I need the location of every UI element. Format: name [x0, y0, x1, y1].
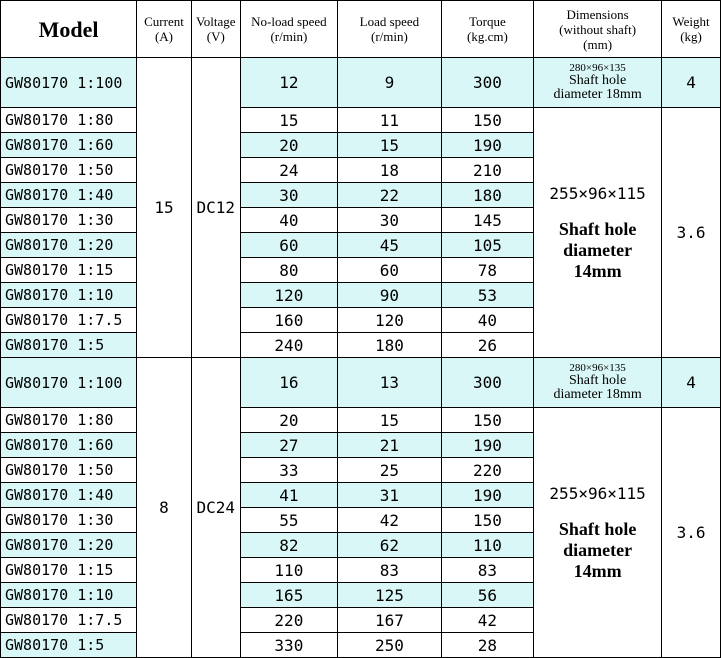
- dimensions-value: 280×96×135: [569, 362, 626, 374]
- noload-speed-cell: 33: [240, 458, 337, 483]
- voltage-cell: DC24: [191, 358, 240, 658]
- noload-speed-cell: 20: [240, 408, 337, 433]
- dimensions-cell: [534, 108, 662, 358]
- torque-cell: 110: [441, 533, 533, 558]
- shaft-hole-diameter-label: diameter: [563, 239, 633, 260]
- torque-cell: 83: [441, 558, 533, 583]
- model-cell: GW80170 1:15: [1, 258, 137, 283]
- dimensions-cell: [534, 408, 662, 658]
- load-speed-cell: 22: [338, 183, 442, 208]
- model-cell: GW80170 1:50: [1, 158, 137, 183]
- load-speed-cell: 25: [338, 458, 442, 483]
- torque-cell: 26: [441, 333, 533, 358]
- weight-cell-large: 4: [662, 58, 721, 108]
- noload-speed-cell: 120: [240, 283, 337, 308]
- torque-cell: 190: [441, 433, 533, 458]
- load-speed-cell: 90: [338, 283, 442, 308]
- noload-speed-cell: 110: [240, 558, 337, 583]
- torque-cell: 300: [441, 58, 533, 108]
- noload-speed-cell: 41: [240, 483, 337, 508]
- header-load-speed: Load speed (r/min): [338, 1, 442, 58]
- shaft-hole-label: Shaft hole: [558, 518, 637, 539]
- weight-cell: 3.6: [662, 408, 721, 658]
- dimensions-value: 280×96×135: [569, 62, 626, 74]
- shaft-hole-diameter: diameter 18mm: [553, 87, 642, 102]
- noload-speed-cell: 12: [240, 58, 337, 108]
- table-row: [1, 108, 721, 133]
- shaft-hole-label: Shaft hole: [569, 73, 627, 88]
- header-dimensions: Dimensions (without shaft) (mm): [534, 1, 662, 58]
- model-cell: GW80170 1:30: [1, 208, 137, 233]
- model-cell: GW80170 1:10: [1, 583, 137, 608]
- dimensions-value: 255×96×115: [549, 483, 646, 503]
- weight-cell: 3.6: [662, 108, 721, 358]
- noload-speed-cell: 80: [240, 258, 337, 283]
- load-speed-cell: 62: [338, 533, 442, 558]
- load-speed-cell: 83: [338, 558, 442, 583]
- noload-speed-cell: 16: [240, 358, 337, 408]
- model-cell: GW80170 1:5: [1, 633, 137, 658]
- model-cell: GW80170 1:40: [1, 183, 137, 208]
- noload-speed-cell: 40: [240, 208, 337, 233]
- torque-cell: 300: [441, 358, 533, 408]
- torque-cell: 53: [441, 283, 533, 308]
- shaft-hole-diameter: 14mm: [573, 560, 622, 581]
- load-speed-cell: 31: [338, 483, 442, 508]
- shaft-hole-diameter: 14mm: [573, 260, 622, 281]
- voltage-cell: DC12: [191, 58, 240, 358]
- current-cell: 8: [137, 358, 192, 658]
- load-speed-cell: 21: [338, 433, 442, 458]
- model-cell: GW80170 1:7.5: [1, 308, 137, 333]
- dimensions-cell-large: [534, 58, 662, 108]
- noload-speed-cell: 20: [240, 133, 337, 158]
- header-torque: Torque (kg.cm): [441, 1, 533, 58]
- model-cell: GW80170 1:80: [1, 108, 137, 133]
- load-speed-cell: 13: [338, 358, 442, 408]
- load-speed-cell: 167: [338, 608, 442, 633]
- model-cell: GW80170 1:7.5: [1, 608, 137, 633]
- load-speed-cell: 60: [338, 258, 442, 283]
- model-cell: GW80170 1:60: [1, 133, 137, 158]
- torque-cell: 150: [441, 108, 533, 133]
- torque-cell: 190: [441, 133, 533, 158]
- noload-speed-cell: 27: [240, 433, 337, 458]
- load-speed-cell: 30: [338, 208, 442, 233]
- header-noload-speed: No-load speed (r/min): [240, 1, 337, 58]
- load-speed-cell: 9: [338, 58, 442, 108]
- load-speed-cell: 42: [338, 508, 442, 533]
- torque-cell: 78: [441, 258, 533, 283]
- header-model: Model: [1, 1, 137, 58]
- table-row: [1, 408, 721, 433]
- torque-cell: 145: [441, 208, 533, 233]
- load-speed-cell: 180: [338, 333, 442, 358]
- load-speed-cell: 15: [338, 408, 442, 433]
- model-cell: GW80170 1:100: [1, 358, 137, 408]
- model-cell: GW80170 1:20: [1, 533, 137, 558]
- shaft-hole-label: Shaft hole: [569, 373, 627, 388]
- model-cell: GW80170 1:5: [1, 333, 137, 358]
- noload-speed-cell: 220: [240, 608, 337, 633]
- noload-speed-cell: 82: [240, 533, 337, 558]
- torque-cell: 42: [441, 608, 533, 633]
- noload-speed-cell: 165: [240, 583, 337, 608]
- torque-cell: 40: [441, 308, 533, 333]
- load-speed-cell: 15: [338, 133, 442, 158]
- header-weight: Weight (kg): [662, 1, 721, 58]
- model-cell: GW80170 1:50: [1, 458, 137, 483]
- torque-cell: 190: [441, 483, 533, 508]
- noload-speed-cell: 160: [240, 308, 337, 333]
- dimensions-value: 255×96×115: [549, 183, 646, 203]
- torque-cell: 150: [441, 508, 533, 533]
- load-speed-cell: 45: [338, 233, 442, 258]
- load-speed-cell: 125: [338, 583, 442, 608]
- header-current: Current (A): [137, 1, 192, 58]
- torque-cell: 150: [441, 408, 533, 433]
- shaft-hole-diameter: diameter 18mm: [553, 387, 642, 402]
- shaft-hole-diameter-label: diameter: [563, 539, 633, 560]
- table-row: [1, 358, 721, 408]
- model-cell: GW80170 1:40: [1, 483, 137, 508]
- noload-speed-cell: 15: [240, 108, 337, 133]
- torque-cell: 105: [441, 233, 533, 258]
- torque-cell: 220: [441, 458, 533, 483]
- shaft-hole-label: Shaft hole: [558, 218, 637, 239]
- table-body: [1, 58, 721, 658]
- model-cell: GW80170 1:60: [1, 433, 137, 458]
- load-speed-cell: 250: [338, 633, 442, 658]
- header-voltage: Voltage (V): [191, 1, 240, 58]
- model-cell: GW80170 1:10: [1, 283, 137, 308]
- noload-speed-cell: 30: [240, 183, 337, 208]
- model-cell: GW80170 1:20: [1, 233, 137, 258]
- noload-speed-cell: 330: [240, 633, 337, 658]
- current-cell: 15: [137, 58, 192, 358]
- load-speed-cell: 11: [338, 108, 442, 133]
- noload-speed-cell: 60: [240, 233, 337, 258]
- model-cell: GW80170 1:100: [1, 58, 137, 108]
- model-cell: GW80170 1:30: [1, 508, 137, 533]
- model-cell: GW80170 1:80: [1, 408, 137, 433]
- noload-speed-cell: 55: [240, 508, 337, 533]
- load-speed-cell: 120: [338, 308, 442, 333]
- torque-cell: 180: [441, 183, 533, 208]
- noload-speed-cell: 240: [240, 333, 337, 358]
- weight-cell-large: 4: [662, 358, 721, 408]
- table-row: [1, 58, 721, 108]
- dimensions-cell-large: [534, 358, 662, 408]
- header-row: [1, 1, 721, 58]
- noload-speed-cell: 24: [240, 158, 337, 183]
- model-cell: GW80170 1:15: [1, 558, 137, 583]
- torque-cell: 28: [441, 633, 533, 658]
- torque-cell: 210: [441, 158, 533, 183]
- torque-cell: 56: [441, 583, 533, 608]
- load-speed-cell: 18: [338, 158, 442, 183]
